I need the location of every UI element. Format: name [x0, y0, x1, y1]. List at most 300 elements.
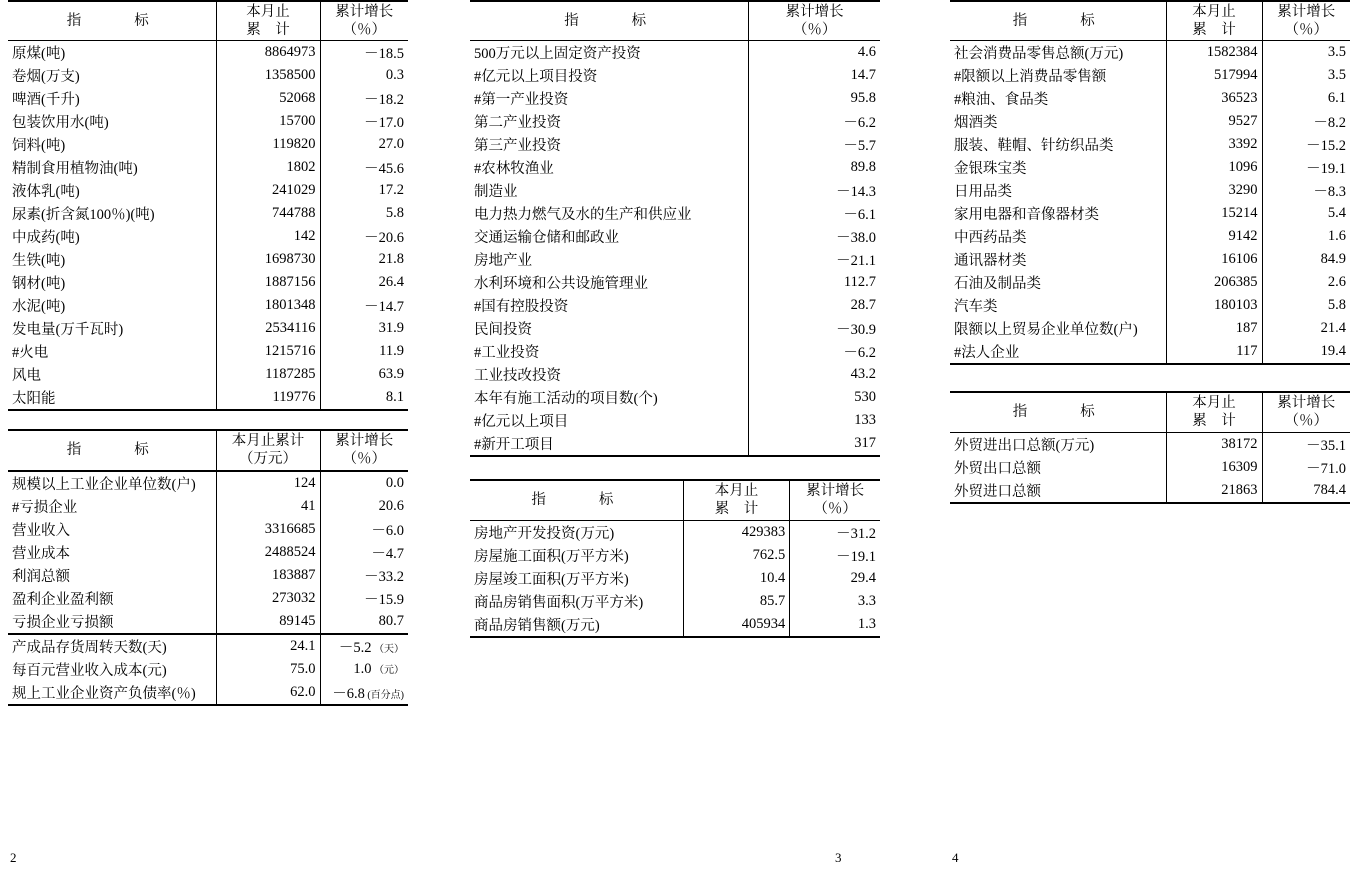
row-value-growth: 31.9: [378, 320, 404, 337]
row-value-growth: －38.0: [836, 230, 876, 247]
row-label: 钢材(吨): [8, 271, 216, 294]
row-label: #新开工项目: [470, 432, 749, 456]
row-value-growth: －8.2: [1313, 115, 1346, 132]
row-value-growth: 63.9: [378, 366, 404, 383]
row-value-growth: －18.2: [364, 92, 404, 109]
table-row: [8, 110, 408, 133]
row-value-cumulative: 8864973: [216, 41, 320, 65]
row-label: 房地产开发投资(万元): [470, 520, 683, 544]
column-left: [8, 0, 408, 724]
row-value-growth: 0.0: [385, 474, 404, 491]
row-label: 工业技改投资: [470, 363, 749, 386]
row-value-cumulative: 10.4: [683, 567, 790, 590]
table-row: [470, 225, 880, 248]
row-label: 每百元营业收入成本(元): [8, 658, 216, 681]
row-value-cumulative: 15700: [216, 110, 320, 133]
row-value-cumulative: 62.0: [216, 681, 320, 705]
table-row: [8, 317, 408, 340]
industrial-products-table: [8, 0, 408, 411]
row-label: 外贸进出口总额(万元): [950, 432, 1166, 456]
row-value-growth: －5.2 （天）: [338, 639, 404, 656]
header-indicator: 指 标: [564, 13, 655, 30]
row-value-growth: 317: [854, 435, 876, 452]
investment-body: [470, 41, 880, 457]
row-value-cumulative: 3316685: [216, 518, 320, 541]
table-row: [470, 590, 880, 613]
row-value-cumulative: 38172: [1166, 432, 1262, 456]
row-label: #粮油、食品类: [950, 87, 1166, 110]
row-value-growth: 5.4: [1327, 205, 1346, 222]
row-value-growth: 17.2: [378, 182, 404, 199]
page-number-left: 2: [10, 850, 17, 865]
row-value-growth: －35.1: [1306, 437, 1346, 454]
row-value-cumulative: 1358500: [216, 64, 320, 87]
row-value-cumulative: 75.0: [216, 658, 320, 681]
column-right: [950, 0, 1350, 522]
row-label: 营业收入: [8, 518, 216, 541]
row-value-growth: 80.7: [378, 612, 404, 629]
header-indicator: 指 标: [1012, 13, 1103, 30]
column-middle: [470, 0, 880, 656]
header-cum-growth-line2: （％）: [792, 22, 837, 39]
row-value-cumulative: 429383: [683, 520, 790, 544]
header-month-cum-line2: 累 计: [1192, 413, 1236, 430]
table-row: [470, 156, 880, 179]
row-label: 营业成本: [8, 541, 216, 564]
row-label: 中西药品类: [950, 225, 1166, 248]
table-row: [8, 202, 408, 225]
retail-sales-table: [950, 0, 1350, 365]
row-label: 液体乳(吨): [8, 179, 216, 202]
table-row: [950, 225, 1350, 248]
table-row: [470, 544, 880, 567]
table-foreign-trade: [950, 391, 1350, 503]
table-row: [950, 317, 1350, 340]
row-value-growth: 530: [854, 389, 876, 406]
row-value-growth: －5.7: [843, 138, 876, 155]
table-row: [8, 294, 408, 317]
table-row: [8, 225, 408, 248]
row-value-cumulative: 24.1: [216, 634, 320, 658]
row-label: 家用电器和音像器材类: [950, 202, 1166, 225]
table-row: [470, 567, 880, 590]
row-value-growth: －14.7: [364, 299, 404, 316]
row-value-cumulative: 89145: [216, 610, 320, 634]
row-value-growth: －15.9: [364, 591, 404, 608]
row-label: 金银珠宝类: [950, 156, 1166, 179]
table-row: [950, 432, 1350, 456]
row-label: 产成品存货周转天数(天): [8, 634, 216, 658]
table-row: [470, 202, 880, 225]
row-label: 卷烟(万支): [8, 64, 216, 87]
row-value-growth: 89.8: [850, 159, 876, 176]
page-number-middle: 3: [835, 850, 842, 865]
header-cum-growth-line1: 累计增长: [335, 4, 394, 20]
table-row: [8, 179, 408, 202]
industrial-products-body: [8, 41, 408, 411]
row-value-growth: 19.4: [1320, 343, 1346, 360]
header-month-cum-line2: 累 计: [246, 22, 290, 39]
header-month-cum-line1: 本月止: [246, 4, 290, 20]
row-value-growth: 14.7: [850, 67, 876, 84]
row-value-growth: －18.5: [364, 46, 404, 63]
row-label: 外贸进口总额: [950, 479, 1166, 503]
row-value-growth: 2.6: [1327, 274, 1346, 291]
row-label: 水泥(吨): [8, 294, 216, 317]
row-value-growth: 784.4: [1313, 481, 1346, 498]
table-row: [8, 564, 408, 587]
foreign-trade-table: [950, 391, 1350, 503]
row-value-growth: －8.3: [1313, 184, 1346, 201]
row-value-cumulative: 206385: [1166, 271, 1262, 294]
row-label: 精制食用植物油(吨): [8, 156, 216, 179]
row-value-growth: 5.8: [385, 205, 404, 222]
table-header-row: [470, 480, 880, 520]
table-row: [8, 87, 408, 110]
row-value-growth: 5.8: [1327, 297, 1346, 314]
row-value-cumulative: 241029: [216, 179, 320, 202]
row-value-cumulative: 21863: [1166, 479, 1262, 503]
table-row: [950, 64, 1350, 87]
row-label: #亏损企业: [8, 495, 216, 518]
header-cum-growth-line2: （％）: [1284, 22, 1328, 39]
row-value-growth: －6.2: [843, 115, 876, 132]
header-cum-growth-line2: （％）: [813, 501, 857, 518]
row-value-growth: 4.6: [857, 44, 876, 61]
header-wanyuan: （万元）: [239, 451, 297, 468]
row-label: 日用品类: [950, 179, 1166, 202]
table-row: [950, 41, 1350, 65]
table-row: [470, 294, 880, 317]
row-value-cumulative: 16106: [1166, 248, 1262, 271]
row-value-growth: －19.1: [836, 548, 876, 565]
row-value-cumulative: 1096: [1166, 156, 1262, 179]
row-value-growth: －6.0: [371, 522, 404, 539]
table-row: [470, 432, 880, 456]
row-value-cumulative: 187: [1166, 317, 1262, 340]
row-label: #限额以上消费品零售额: [950, 64, 1166, 87]
row-label: 民间投资: [470, 317, 749, 340]
header-month-cum-line1: 本月止: [714, 483, 759, 500]
table-header-row: [8, 1, 408, 41]
table-row: [950, 340, 1350, 364]
header-indicator: 指 标: [66, 442, 157, 459]
table-row: [8, 156, 408, 179]
row-label: 规上工业企业资产负债率(％): [8, 681, 216, 705]
row-value-growth: 29.4: [850, 569, 876, 586]
row-value-cumulative: 2488524: [216, 541, 320, 564]
row-label: 利润总额: [8, 564, 216, 587]
table-row: [470, 41, 880, 65]
table-row: [470, 613, 880, 637]
row-label: 包装饮用水(吨): [8, 110, 216, 133]
table-header-row: [470, 1, 880, 41]
row-label: 房地产业: [470, 248, 749, 271]
row-value-growth: 8.1: [385, 389, 404, 406]
header-month-cum-line2: 累 计: [714, 501, 759, 518]
row-value-cumulative: 3392: [1166, 133, 1262, 156]
row-value-cumulative: 1887156: [216, 271, 320, 294]
row-value-growth: 0.3: [385, 67, 404, 84]
row-value-cumulative: 1582384: [1166, 41, 1262, 65]
row-label: #工业投资: [470, 340, 749, 363]
row-value-cumulative: 1801348: [216, 294, 320, 317]
page-number-right: 4: [952, 850, 959, 865]
table-row: [470, 409, 880, 432]
table-header-row: [950, 1, 1350, 41]
row-value-growth: 1.0 （元）: [353, 660, 404, 677]
table-row: [8, 271, 408, 294]
row-value-cumulative: 744788: [216, 202, 320, 225]
table-industrial-products: [8, 0, 408, 411]
row-label: 限额以上贸易企业单位数(户): [950, 317, 1166, 340]
table-row: [8, 587, 408, 610]
enterprise-benefit-body: [8, 471, 408, 705]
row-value-growth: 21.4: [1320, 320, 1346, 337]
row-value-growth: －4.7: [371, 545, 404, 562]
row-value-growth: －30.9: [836, 322, 876, 339]
header-indicator: 指 标: [1012, 404, 1103, 421]
row-value-growth: －15.2: [1306, 138, 1346, 155]
table-row: [470, 271, 880, 294]
row-value-growth: 20.6: [378, 497, 404, 514]
table-row: [470, 363, 880, 386]
foreign-trade-body: [950, 432, 1350, 503]
row-label: #国有控股投资: [470, 294, 749, 317]
row-value-cumulative: 119820: [216, 133, 320, 156]
row-value-cumulative: 15214: [1166, 202, 1262, 225]
row-value-cumulative: 52068: [216, 87, 320, 110]
table-row: [8, 681, 408, 705]
row-value-cumulative: 142: [216, 225, 320, 248]
row-value-cumulative: 16309: [1166, 456, 1262, 479]
table-row: [8, 248, 408, 271]
table-row: [950, 202, 1350, 225]
header-cum-growth-line1: 累计增长: [806, 483, 865, 500]
table-fixed-asset-investment: [470, 0, 880, 457]
row-label: 盈利企业盈利额: [8, 587, 216, 610]
row-label: 石油及制品类: [950, 271, 1166, 294]
table-row: [8, 634, 408, 658]
row-value-growth: 27.0: [378, 136, 404, 153]
row-value-cumulative: 36523: [1166, 87, 1262, 110]
table-row: [8, 610, 408, 634]
row-value-unit: （元）: [371, 664, 404, 676]
header-cum-growth-line1: 累计增长: [1277, 395, 1336, 412]
row-value-growth: 112.7: [843, 274, 876, 291]
row-value-cumulative: 124: [216, 471, 320, 495]
row-value-growth: 21.8: [378, 251, 404, 268]
table-row: [8, 495, 408, 518]
row-value-cumulative: 1215716: [216, 340, 320, 363]
table-row: [8, 64, 408, 87]
row-value-cumulative: 180103: [1166, 294, 1262, 317]
table-row: [8, 386, 408, 410]
row-value-growth: －20.6: [364, 230, 404, 247]
header-cum-growth-line2: （％）: [1284, 413, 1328, 430]
row-value-cumulative: 273032: [216, 587, 320, 610]
row-label: 发电量(万千瓦时): [8, 317, 216, 340]
table-row: [8, 518, 408, 541]
table-row: [470, 340, 880, 363]
table-row: [470, 179, 880, 202]
table-row: [950, 294, 1350, 317]
row-label: 水利环境和公共设施管理业: [470, 271, 749, 294]
table-row: [470, 133, 880, 156]
table-row: [8, 541, 408, 564]
table-row: [950, 479, 1350, 503]
row-label: 商品房销售面积(万平方米): [470, 590, 683, 613]
table-row: [950, 456, 1350, 479]
table-row: [950, 110, 1350, 133]
row-value-cumulative: 183887: [216, 564, 320, 587]
row-value-growth: －6.1: [843, 207, 876, 224]
table-real-estate: [470, 479, 880, 637]
row-value-growth: 133: [854, 412, 876, 429]
row-value-cumulative: 9527: [1166, 110, 1262, 133]
table-header-row: [8, 430, 408, 470]
row-value-growth: －33.2: [364, 568, 404, 585]
table-row: [8, 363, 408, 386]
row-value-cumulative: 41: [216, 495, 320, 518]
table-row: [950, 156, 1350, 179]
row-label: 外贸出口总额: [950, 456, 1166, 479]
row-value-growth: 43.2: [850, 366, 876, 383]
header-cum-growth-line2: （％）: [342, 451, 386, 468]
table-row: [470, 317, 880, 340]
row-value-growth: 26.4: [378, 274, 404, 291]
row-label: 第二产业投资: [470, 110, 749, 133]
row-value-growth: 6.1: [1327, 90, 1346, 107]
row-value-growth: 28.7: [850, 297, 876, 314]
row-label: #第一产业投资: [470, 87, 749, 110]
row-label: 原煤(吨): [8, 41, 216, 65]
row-value-unit: (百分点): [364, 689, 404, 701]
row-value-growth: －14.3: [836, 184, 876, 201]
row-value-growth: 1.3: [857, 615, 876, 632]
row-value-growth: －45.6: [364, 161, 404, 178]
row-label: 房屋竣工面积(万平方米): [470, 567, 683, 590]
row-value-cumulative: 517994: [1166, 64, 1262, 87]
table-row: [8, 340, 408, 363]
row-value-growth: －6.2: [843, 345, 876, 362]
row-label: 太阳能: [8, 386, 216, 410]
row-value-cumulative: 117: [1166, 340, 1262, 364]
table-row: [470, 386, 880, 409]
header-indicator: 指 标: [531, 492, 622, 509]
table-row: [470, 248, 880, 271]
row-label: 汽车类: [950, 294, 1166, 317]
row-value-cumulative: 1698730: [216, 248, 320, 271]
row-value-growth: 3.3: [857, 592, 876, 609]
table-row: [8, 41, 408, 65]
table-row: [470, 87, 880, 110]
row-label: 生铁(吨): [8, 248, 216, 271]
row-value-growth: 84.9: [1320, 251, 1346, 268]
row-label: 规模以上工业企业单位数(户): [8, 471, 216, 495]
investment-table: [470, 0, 880, 457]
row-label: 亏损企业亏损额: [8, 610, 216, 634]
row-label: 饲料(吨): [8, 133, 216, 156]
row-label: 通讯器材类: [950, 248, 1166, 271]
real-estate-body: [470, 520, 880, 637]
row-value-cumulative: 119776: [216, 386, 320, 410]
row-label: #亿元以上项目投资: [470, 64, 749, 87]
row-value-growth: 1.6: [1327, 228, 1346, 245]
row-label: 交通运输仓储和邮政业: [470, 225, 749, 248]
table-row: [8, 133, 408, 156]
retail-sales-body: [950, 41, 1350, 365]
row-label: 风电: [8, 363, 216, 386]
row-label: 本年有施工活动的项目数(个): [470, 386, 749, 409]
row-label: 房屋施工面积(万平方米): [470, 544, 683, 567]
table-row: [470, 110, 880, 133]
header-month-cum-line1: 本月止: [1192, 4, 1236, 20]
row-value-growth: －19.1: [1306, 161, 1346, 178]
row-value-cumulative: 85.7: [683, 590, 790, 613]
row-value-cumulative: 9142: [1166, 225, 1262, 248]
row-value-growth: －71.0: [1306, 460, 1346, 477]
row-value-cumulative: 762.5: [683, 544, 790, 567]
row-value-growth: －21.1: [836, 253, 876, 270]
table-row: [950, 87, 1350, 110]
row-label: 尿素(折含氮100％)(吨): [8, 202, 216, 225]
enterprise-benefit-table: [8, 429, 408, 705]
row-label: 烟酒类: [950, 110, 1166, 133]
row-label: 500万元以上固定资产投资: [470, 41, 749, 65]
row-label: 服装、鞋帽、针纺织品类: [950, 133, 1166, 156]
table-row: [8, 658, 408, 681]
row-label: #亿元以上项目: [470, 409, 749, 432]
row-value-cumulative: 405934: [683, 613, 790, 637]
row-value-cumulative: 1802: [216, 156, 320, 179]
header-month-cum-line2: 累 计: [1192, 22, 1236, 39]
table-row: [950, 179, 1350, 202]
header-month-cum-line1: 本月止: [1192, 395, 1236, 412]
table-header-row: [950, 392, 1350, 432]
table-retail-sales: [950, 0, 1350, 365]
header-cum-growth-line1: 累计增长: [785, 4, 844, 20]
row-value-cumulative: 1187285: [216, 363, 320, 386]
row-value-growth: 11.9: [379, 343, 404, 360]
row-label: 社会消费品零售总额(万元): [950, 41, 1166, 65]
row-value-growth: 3.5: [1327, 67, 1346, 84]
row-label: 啤酒(千升): [8, 87, 216, 110]
row-label: #火电: [8, 340, 216, 363]
row-value-cumulative: 2534116: [216, 317, 320, 340]
table-row: [950, 271, 1350, 294]
table-row: [950, 248, 1350, 271]
row-value-growth: －31.2: [836, 525, 876, 542]
row-label: 中成药(吨): [8, 225, 216, 248]
header-month-cum: 本月止累计: [231, 433, 305, 450]
table-row: [470, 64, 880, 87]
table-enterprise-benefit: [8, 429, 408, 705]
row-label: 第三产业投资: [470, 133, 749, 156]
row-value-growth: －17.0: [364, 115, 404, 132]
row-label: 电力热力燃气及水的生产和供应业: [470, 202, 749, 225]
row-value-growth: 95.8: [850, 90, 876, 107]
row-label: #农林牧渔业: [470, 156, 749, 179]
row-value-cumulative: 3290: [1166, 179, 1262, 202]
table-row: [470, 520, 880, 544]
row-label: #法人企业: [950, 340, 1166, 364]
table-row: [8, 471, 408, 495]
row-label: 商品房销售额(万元): [470, 613, 683, 637]
header-cum-growth-line1: 累计增长: [335, 433, 394, 450]
row-label: 制造业: [470, 179, 749, 202]
header-indicator: 指 标: [66, 13, 157, 30]
